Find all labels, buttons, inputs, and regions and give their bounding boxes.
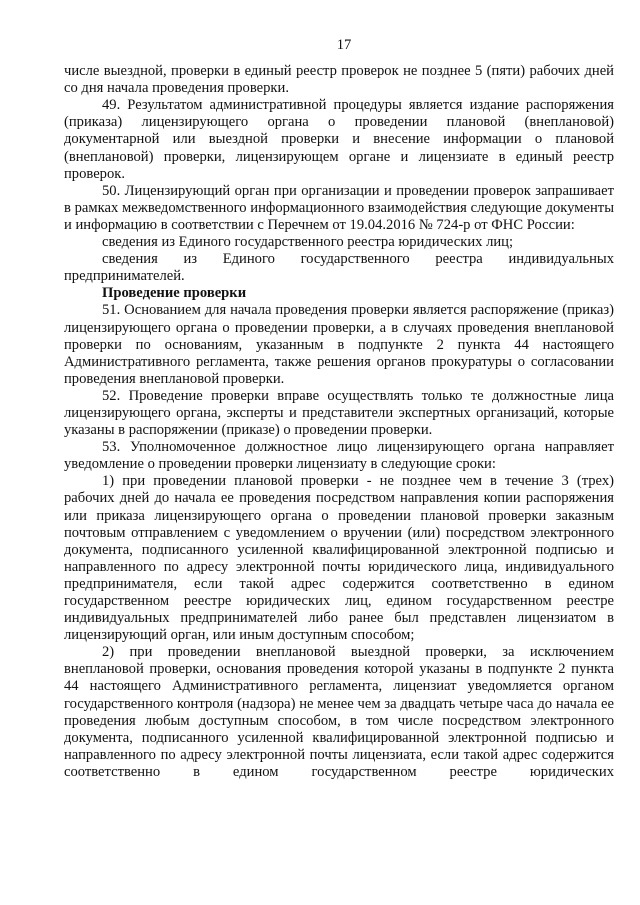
paragraph-continuation: числе выездной, проверки в единый реестр проверок не позднее 5 (пяти) рабочих дней со дня начала проведения проверки. [64, 63, 614, 97]
paragraph-53-item-2: 2) при проведении внеплановой выездной проверки, за исключением внеплановой проверки, основания проведения которой указаны в подпункте 2 пункта 44 настоящего Административного регламента, лицензиат уведомляется органом государственного контроля (надзора) не менее чем за двадцать четыре часа до начала ее проведения любым доступным способом, в том числе посредством электронного документа, подписанного усиленной квалифицированной электронной подписью и направленного по адресу электронной почты лицензиата, если такой адрес содержится соответственно в едином государственном реестре юридических [64, 644, 614, 780]
page-number: 17 [336, 37, 352, 53]
paragraph-53-item-1: 1) при проведении плановой проверки - не позднее чем в течение 3 (трех) рабочих дней до начала ее проведения посредством направления копии распоряжения или приказа лицензирующего органа о проведении плановой проверки заказным почтовым отправлением с уведомлением о вручении (или) посредством электронного документа, подписанного усиленной квалифицированной электронной подписью и направленного по адресу электронной почты юридического лица, индивидуального предпринимателя, если такой адрес содержится соответственно в едином государственном реестре юридических лиц, едином государственном реестре индивидуальных предпринимателей либо ранее был представлен лицензиатом в лицензирующий орган, или иным доступным способом; [64, 473, 614, 644]
list-item-entrepreneurs: сведения из Единого государственного реестра индивидуальных предпринимателей. [64, 251, 614, 285]
paragraph-50: 50. Лицензирующий орган при организации и проведении проверок запрашивает в рамках межведомственного информационного взаимодействия следующие документы и информацию в соответствии с Перечнем от 19.04.2016 № 724-р от ФНС России: [64, 182, 614, 233]
paragraph-51: 51. Основанием для начала проведения проверки является распоряжение (приказ) лицензирующего органа о проведении проверки, а в случаях проведения внеплановой проверки по основаниям, указанным в подпункте 2 пункта 44 настоящего Административного регламента, также решения органов прокуратуры о согласовании проведения внеплановой проверки. [64, 302, 614, 387]
section-heading: Проведение проверки [102, 285, 247, 302]
paragraph-52: 52. Проведение проверки вправе осуществлять только те должностные лица лицензирующего органа, эксперты и представители экспертных организаций, которые указаны в распоряжении (приказе) о проведении проверки. [64, 387, 614, 439]
document-page [64, 37, 614, 781]
list-item-legal-entities: сведения из Единого государственного реестра юридических лиц; [102, 234, 514, 251]
paragraph-49: 49. Результатом административной процедуры является издание распоряжения (приказа) лицензирующего органа о проведении плановой (внеплановой) документарной или выездной проверки и внесение информации о плановой (внеплановой) проверки, лицензирующем органе и лицензиате в единый реестр проверок. [64, 97, 614, 182]
paragraph-53: 53. Уполномоченное должностное лицо лицензирующего органа направляет уведомление о проведении проверки лицензиату в следующие сроки: [64, 439, 614, 473]
